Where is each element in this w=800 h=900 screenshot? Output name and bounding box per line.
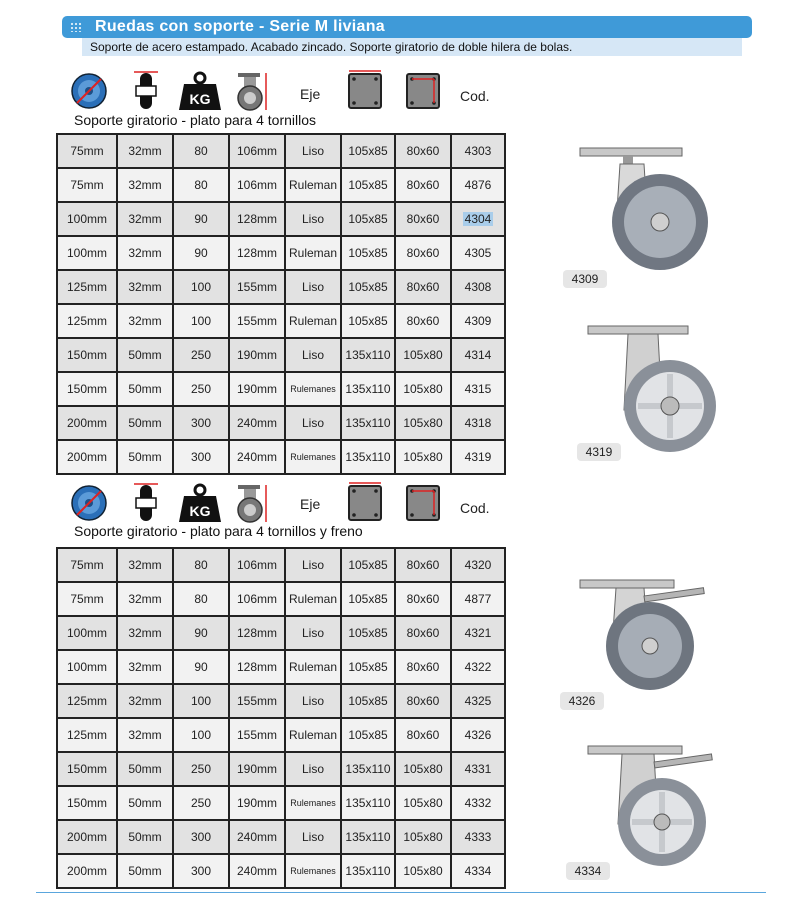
load-weight-icon xyxy=(178,482,222,524)
diameter-cell: 200mm xyxy=(57,820,117,854)
axle-cell: Liso xyxy=(285,338,341,372)
diameter-cell: 150mm xyxy=(57,752,117,786)
width-cell: 50mm xyxy=(117,372,173,406)
plate-cell: 105x85 xyxy=(341,616,395,650)
code-cell: 4319 xyxy=(451,440,505,474)
diameter-cell: 125mm xyxy=(57,718,117,752)
plate-cell: 135x110 xyxy=(341,440,395,474)
diameter-cell: 200mm xyxy=(57,854,117,888)
icon-row xyxy=(70,482,510,528)
table-row xyxy=(57,440,505,474)
bolt-cell: 80x60 xyxy=(395,616,451,650)
code-cell: 4326 xyxy=(451,718,505,752)
code-cell: 4333 xyxy=(451,820,505,854)
table-row xyxy=(57,616,505,650)
plate-cell: 105x85 xyxy=(341,650,395,684)
plate-size-icon xyxy=(346,482,384,524)
load-cell: 90 xyxy=(173,650,229,684)
diameter-cell: 200mm xyxy=(57,406,117,440)
diameter-cell: 75mm xyxy=(57,548,117,582)
width-cell: 32mm xyxy=(117,134,173,168)
plate-cell: 135x110 xyxy=(341,786,395,820)
bolt-cell: 80x60 xyxy=(395,134,451,168)
diameter-cell: 75mm xyxy=(57,134,117,168)
axle-cell: Ruleman xyxy=(285,304,341,338)
table-row xyxy=(57,270,505,304)
height-cell: 106mm xyxy=(229,582,285,616)
table-row xyxy=(57,786,505,820)
code-cell: 4877 xyxy=(451,582,505,616)
section-label: Soporte giratorio - plato para 4 tornillos xyxy=(74,112,317,128)
wheel-width-icon xyxy=(132,70,160,112)
table-row xyxy=(57,372,505,406)
table-row xyxy=(57,684,505,718)
axle-cell: Liso xyxy=(285,270,341,304)
diameter-cell: 150mm xyxy=(57,372,117,406)
load-cell: 100 xyxy=(173,684,229,718)
bolt-cell: 80x60 xyxy=(395,718,451,752)
bolt-cell: 80x60 xyxy=(395,202,451,236)
eje-label: Eje xyxy=(300,496,321,512)
load-cell: 250 xyxy=(173,786,229,820)
plate-cell: 135x110 xyxy=(341,406,395,440)
diameter-cell: 150mm xyxy=(57,338,117,372)
width-cell: 50mm xyxy=(117,406,173,440)
plate-cell: 105x85 xyxy=(341,582,395,616)
load-cell: 90 xyxy=(173,616,229,650)
code-cell: 4309 xyxy=(451,304,505,338)
code-cell: 4321 xyxy=(451,616,505,650)
bolt-cell: 105x80 xyxy=(395,820,451,854)
page-title: Ruedas con soporte - Serie M liviana xyxy=(95,18,385,35)
axle-cell: Ruleman xyxy=(285,236,341,270)
plate-cell: 105x85 xyxy=(341,236,395,270)
axle-cell: Liso xyxy=(285,202,341,236)
height-cell: 106mm xyxy=(229,548,285,582)
height-cell: 155mm xyxy=(229,684,285,718)
axle-cell: Liso xyxy=(285,616,341,650)
height-cell: 128mm xyxy=(229,616,285,650)
bolt-cell: 80x60 xyxy=(395,168,451,202)
height-cell: 240mm xyxy=(229,820,285,854)
total-height-icon xyxy=(230,482,272,524)
axle-cell: Liso xyxy=(285,752,341,786)
load-cell: 300 xyxy=(173,406,229,440)
photo-code-label: 4319 xyxy=(577,443,621,461)
code-cell: 4318 xyxy=(451,406,505,440)
height-cell: 190mm xyxy=(229,752,285,786)
table-row xyxy=(57,718,505,752)
table-row xyxy=(57,202,505,236)
width-cell: 50mm xyxy=(117,854,173,888)
table-row xyxy=(57,752,505,786)
bolt-cell: 105x80 xyxy=(395,338,451,372)
axle-cell: Liso xyxy=(285,820,341,854)
caster-photo xyxy=(568,144,728,274)
height-cell: 240mm xyxy=(229,854,285,888)
table-row xyxy=(57,548,505,582)
height-cell: 155mm xyxy=(229,304,285,338)
wheel-diameter-icon xyxy=(70,70,108,112)
code-cell: 4325 xyxy=(451,684,505,718)
load-cell: 100 xyxy=(173,304,229,338)
diameter-cell: 200mm xyxy=(57,440,117,474)
bolt-cell: 105x80 xyxy=(395,372,451,406)
bolt-cell: 105x80 xyxy=(395,786,451,820)
section-label: Soporte giratorio - plato para 4 tornillos y freno xyxy=(74,523,363,539)
caster-photo xyxy=(570,576,730,706)
plate-cell: 135x110 xyxy=(341,338,395,372)
diameter-cell: 125mm xyxy=(57,270,117,304)
load-cell: 300 xyxy=(173,854,229,888)
height-cell: 128mm xyxy=(229,236,285,270)
plate-cell: 105x85 xyxy=(341,684,395,718)
load-cell: 80 xyxy=(173,134,229,168)
height-cell: 190mm xyxy=(229,338,285,372)
height-cell: 190mm xyxy=(229,372,285,406)
caster-photo xyxy=(578,740,738,870)
diameter-cell: 100mm xyxy=(57,650,117,684)
plate-cell: 105x85 xyxy=(341,168,395,202)
kg-text: KG xyxy=(189,503,211,519)
highlighted-code: 4304 xyxy=(464,212,492,226)
height-cell: 240mm xyxy=(229,406,285,440)
diameter-cell: 150mm xyxy=(57,786,117,820)
table-row xyxy=(57,650,505,684)
bolt-spacing-icon xyxy=(404,70,442,112)
icon-row xyxy=(70,70,510,116)
diameter-cell: 100mm xyxy=(57,202,117,236)
load-cell: 250 xyxy=(173,338,229,372)
plate-cell: 105x85 xyxy=(341,134,395,168)
photo-code-label: 4326 xyxy=(560,692,604,710)
bolt-cell: 80x60 xyxy=(395,304,451,338)
width-cell: 32mm xyxy=(117,650,173,684)
plate-cell: 105x85 xyxy=(341,304,395,338)
header-dots-icon xyxy=(70,22,82,32)
bolt-cell: 105x80 xyxy=(395,854,451,888)
plate-size-icon xyxy=(346,70,384,112)
height-cell: 106mm xyxy=(229,168,285,202)
bolt-cell: 80x60 xyxy=(395,548,451,582)
load-cell: 100 xyxy=(173,718,229,752)
height-cell: 190mm xyxy=(229,786,285,820)
plate-cell: 105x85 xyxy=(341,718,395,752)
axle-cell: Ruleman xyxy=(285,650,341,684)
height-cell: 106mm xyxy=(229,134,285,168)
code-cell: 4314 xyxy=(451,338,505,372)
axle-cell: Rulemanes xyxy=(285,372,341,406)
table-row xyxy=(57,582,505,616)
spec-table xyxy=(56,547,506,889)
load-cell: 80 xyxy=(173,168,229,202)
table-row xyxy=(57,820,505,854)
load-cell: 90 xyxy=(173,236,229,270)
cod-label: Cod. xyxy=(460,88,490,104)
eje-label: Eje xyxy=(300,86,321,102)
width-cell: 32mm xyxy=(117,168,173,202)
bolt-cell: 80x60 xyxy=(395,684,451,718)
axle-cell: Liso xyxy=(285,548,341,582)
kg-text: KG xyxy=(189,91,211,107)
footer-divider xyxy=(36,892,766,893)
code-cell: 4322 xyxy=(451,650,505,684)
width-cell: 50mm xyxy=(117,786,173,820)
page-subtitle: Soporte de acero estampado. Acabado zincado. Soporte giratorio de doble hilera de bolas. xyxy=(90,40,573,54)
code-cell: 4315 xyxy=(451,372,505,406)
code-cell: 4305 xyxy=(451,236,505,270)
width-cell: 32mm xyxy=(117,304,173,338)
height-cell: 128mm xyxy=(229,202,285,236)
bolt-spacing-icon xyxy=(404,482,442,524)
load-cell: 90 xyxy=(173,202,229,236)
code-cell: 4303 xyxy=(451,134,505,168)
total-height-icon xyxy=(230,70,272,112)
load-cell: 80 xyxy=(173,548,229,582)
plate-cell: 135x110 xyxy=(341,854,395,888)
width-cell: 50mm xyxy=(117,820,173,854)
axle-cell: Rulemanes xyxy=(285,440,341,474)
code-cell xyxy=(451,202,505,236)
diameter-cell: 75mm xyxy=(57,168,117,202)
table-row xyxy=(57,406,505,440)
table-row xyxy=(57,854,505,888)
cod-label: Cod. xyxy=(460,500,490,516)
caster-photo xyxy=(578,322,738,452)
plate-cell: 135x110 xyxy=(341,820,395,854)
bolt-cell: 80x60 xyxy=(395,236,451,270)
width-cell: 32mm xyxy=(117,270,173,304)
axle-cell: Rulemanes xyxy=(285,786,341,820)
height-cell: 128mm xyxy=(229,650,285,684)
code-cell: 4334 xyxy=(451,854,505,888)
code-cell: 4308 xyxy=(451,270,505,304)
width-cell: 50mm xyxy=(117,752,173,786)
width-cell: 50mm xyxy=(117,338,173,372)
code-cell: 4876 xyxy=(451,168,505,202)
axle-cell: Liso xyxy=(285,134,341,168)
width-cell: 50mm xyxy=(117,440,173,474)
height-cell: 155mm xyxy=(229,270,285,304)
code-cell: 4332 xyxy=(451,786,505,820)
wheel-diameter-icon xyxy=(70,482,108,524)
load-cell: 250 xyxy=(173,752,229,786)
plate-cell: 135x110 xyxy=(341,752,395,786)
photo-code-label: 4309 xyxy=(563,270,607,288)
load-cell: 80 xyxy=(173,582,229,616)
bolt-cell: 80x60 xyxy=(395,270,451,304)
width-cell: 32mm xyxy=(117,236,173,270)
spec-table xyxy=(56,133,506,475)
width-cell: 32mm xyxy=(117,718,173,752)
photo-code-label: 4334 xyxy=(566,862,610,880)
width-cell: 32mm xyxy=(117,202,173,236)
bolt-cell: 80x60 xyxy=(395,650,451,684)
height-cell: 240mm xyxy=(229,440,285,474)
plate-cell: 135x110 xyxy=(341,372,395,406)
table-row xyxy=(57,236,505,270)
plate-cell: 105x85 xyxy=(341,270,395,304)
axle-cell: Ruleman xyxy=(285,168,341,202)
axle-cell: Liso xyxy=(285,684,341,718)
axle-cell: Rulemanes xyxy=(285,854,341,888)
diameter-cell: 125mm xyxy=(57,684,117,718)
code-cell: 4320 xyxy=(451,548,505,582)
width-cell: 32mm xyxy=(117,684,173,718)
bolt-cell: 105x80 xyxy=(395,406,451,440)
height-cell: 155mm xyxy=(229,718,285,752)
load-cell: 100 xyxy=(173,270,229,304)
wheel-width-icon xyxy=(132,482,160,524)
table-row xyxy=(57,338,505,372)
table-row xyxy=(57,134,505,168)
diameter-cell: 100mm xyxy=(57,616,117,650)
code-cell: 4331 xyxy=(451,752,505,786)
load-weight-icon xyxy=(178,70,222,112)
plate-cell: 105x85 xyxy=(341,548,395,582)
diameter-cell: 125mm xyxy=(57,304,117,338)
width-cell: 32mm xyxy=(117,616,173,650)
bolt-cell: 105x80 xyxy=(395,440,451,474)
load-cell: 250 xyxy=(173,372,229,406)
axle-cell: Ruleman xyxy=(285,718,341,752)
axle-cell: Ruleman xyxy=(285,582,341,616)
width-cell: 32mm xyxy=(117,548,173,582)
axle-cell: Liso xyxy=(285,406,341,440)
table-row xyxy=(57,304,505,338)
bolt-cell: 105x80 xyxy=(395,752,451,786)
diameter-cell: 100mm xyxy=(57,236,117,270)
load-cell: 300 xyxy=(173,440,229,474)
bolt-cell: 80x60 xyxy=(395,582,451,616)
diameter-cell: 75mm xyxy=(57,582,117,616)
table-row xyxy=(57,168,505,202)
load-cell: 300 xyxy=(173,820,229,854)
width-cell: 32mm xyxy=(117,582,173,616)
plate-cell: 105x85 xyxy=(341,202,395,236)
